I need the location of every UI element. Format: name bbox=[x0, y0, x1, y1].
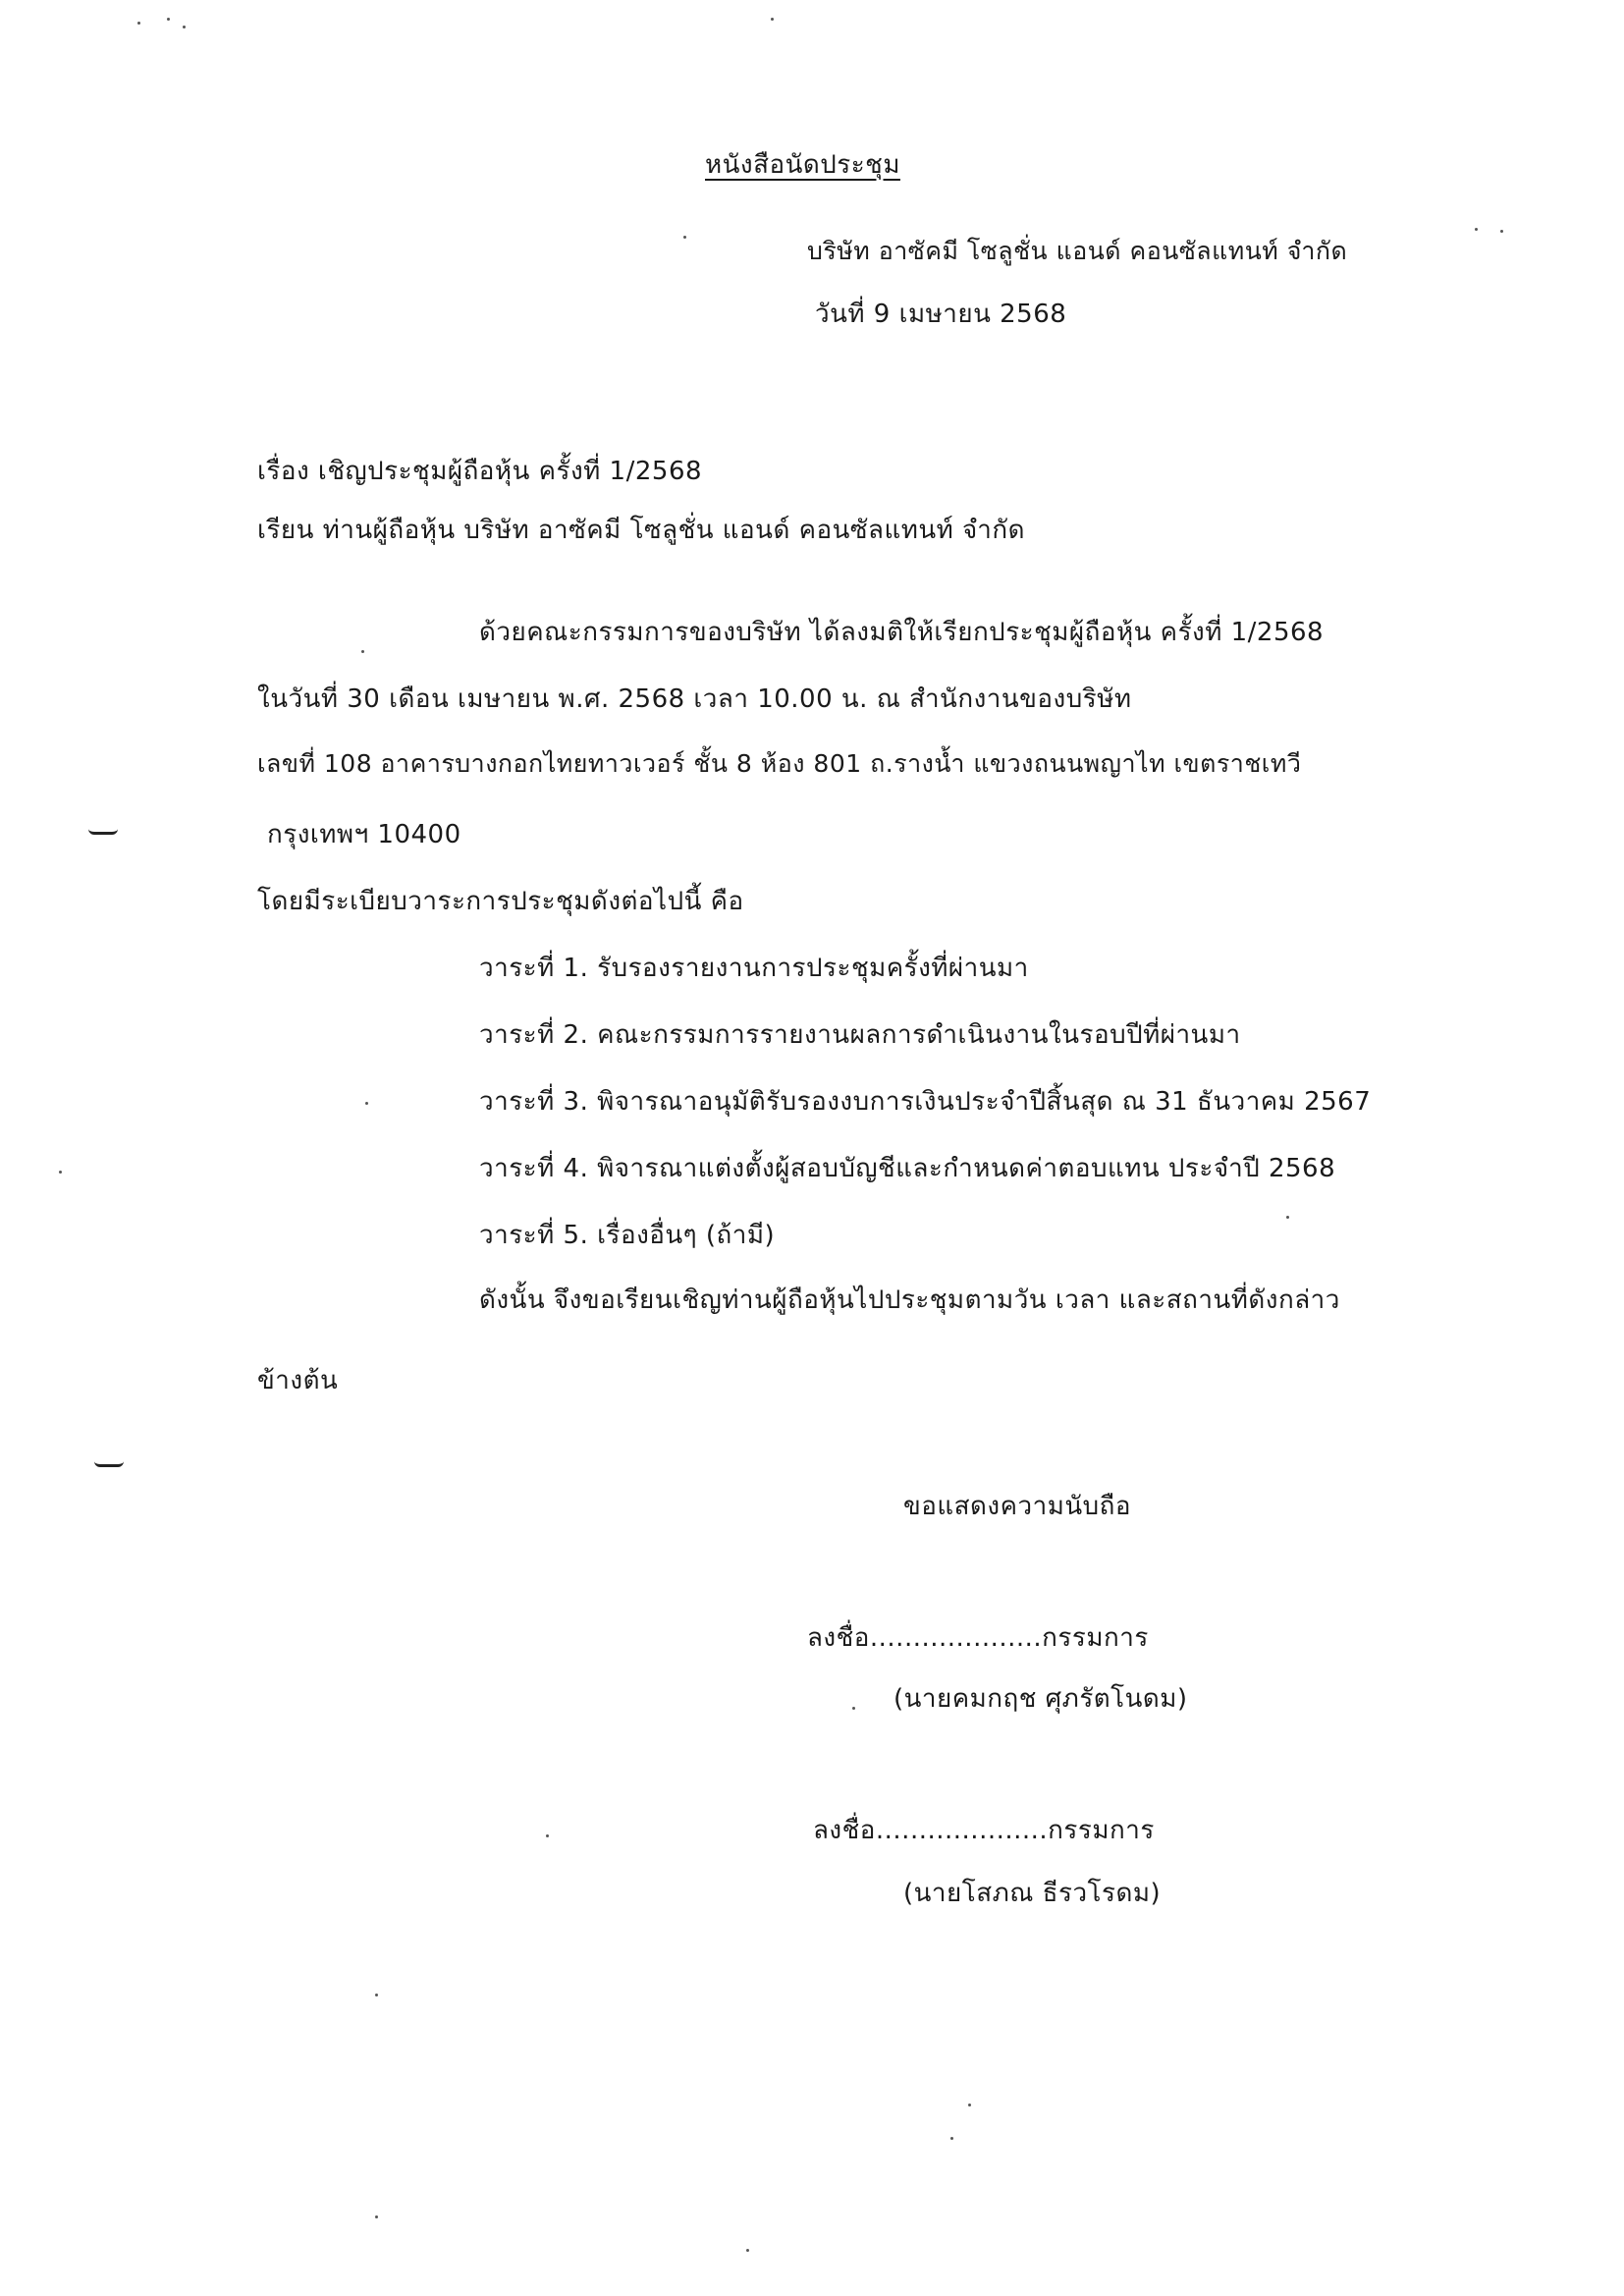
scan-speck bbox=[365, 1102, 368, 1105]
body-paragraph-line-2: ในวันที่ 30 เดือน เมษายน พ.ศ. 2568 เวลา 10.00 น. ณ สำนักงานของบริษัท bbox=[257, 684, 1132, 714]
scan-speck bbox=[950, 2137, 953, 2140]
regards-line: ขอแสดงความนับถือ bbox=[903, 1492, 1131, 1521]
document-title: หนังสือนัดประชุม bbox=[705, 150, 900, 180]
agenda-item-2: วาระที่ 2. คณะกรรมการรายงานผลการดำเนินงานในรอบปีที่ผ่านมา bbox=[479, 1020, 1241, 1050]
scan-mark bbox=[94, 1461, 124, 1467]
scan-speck bbox=[1475, 228, 1478, 231]
body-paragraph-line-3: เลขที่ 108 อาคารบางกอกไทยทาวเวอร์ ชั้น 8 ห้อง 801 ถ.รางน้ำ แขวงถนนพญาไท เขตราชเทวี bbox=[257, 749, 1302, 778]
subject-line: เรื่อง เชิญประชุมผู้ถือหุ้น ครั้งที่ 1/2568 bbox=[257, 457, 703, 486]
date-line: วันที่ 9 เมษายน 2568 bbox=[815, 300, 1067, 329]
scan-speck bbox=[183, 26, 186, 28]
agenda-item-3: วาระที่ 3. พิจารณาอนุมัติรับรองงบการเงินประจำปีสิ้นสุด ณ 31 ธันวาคม 2567 bbox=[479, 1087, 1372, 1117]
agenda-item-5: วาระที่ 5. เรื่องอื่นๆ (ถ้ามี) bbox=[479, 1221, 776, 1250]
scan-speck bbox=[375, 1994, 378, 1996]
signatory-name-2: (นายโสภณ ธีรวโรดม) bbox=[903, 1879, 1162, 1908]
scan-speck bbox=[852, 1707, 855, 1710]
signature-line-2: ลงชื่อ....................กรรมการ bbox=[813, 1816, 1155, 1845]
recipient-line: เรียน ท่านผู้ถือหุ้น บริษัท อาซัคมี โซลูชั่น แอนด์ คอนซัลแทนท์ จำกัด bbox=[257, 516, 1025, 545]
scan-speck bbox=[746, 2249, 749, 2252]
scan-speck bbox=[1286, 1216, 1289, 1219]
scan-speck bbox=[968, 2104, 971, 2106]
scan-speck bbox=[683, 236, 686, 239]
scan-speck bbox=[1500, 230, 1503, 233]
closing-line-2: ข้างต้น bbox=[257, 1366, 339, 1395]
body-paragraph-line-4: กรุงเทพฯ 10400 bbox=[267, 820, 461, 849]
scan-speck bbox=[546, 1834, 549, 1837]
signature-line-1: ลงชื่อ....................กรรมการ bbox=[807, 1623, 1149, 1653]
closing-line-1: ดังนั้น จึงขอเรียนเชิญท่านผู้ถือหุ้นไปประชุมตามวัน เวลา และสถานที่ดังกล่าว bbox=[479, 1285, 1340, 1315]
scan-speck bbox=[771, 18, 774, 21]
company-header: บริษัท อาซัคมี โซลูชั่น แอนด์ คอนซัลแทนท์ จำกัด bbox=[807, 237, 1348, 265]
signatory-name-1: (นายคมกฤช ศุภรัตโนดม) bbox=[893, 1684, 1188, 1714]
body-paragraph-line-1: ด้วยคณะกรรมการของบริษัท ได้ลงมติให้เรียกประชุมผู้ถือหุ้น ครั้งที่ 1/2568 bbox=[479, 618, 1325, 647]
scan-speck bbox=[361, 650, 364, 653]
agenda-item-4: วาระที่ 4. พิจารณาแต่งตั้งผู้สอบบัญชีและกำหนดค่าตอบแทน ประจำปี 2568 bbox=[479, 1154, 1336, 1183]
scan-speck bbox=[59, 1171, 62, 1174]
scan-speck bbox=[167, 18, 170, 21]
scan-speck bbox=[137, 22, 140, 25]
agenda-intro: โดยมีระเบียบวาระการประชุมดังต่อไปนี้ คือ bbox=[257, 887, 744, 916]
agenda-item-1: วาระที่ 1. รับรองรายงานการประชุมครั้งที่ผ่านมา bbox=[479, 954, 1029, 983]
scan-mark bbox=[88, 829, 118, 835]
scan-speck bbox=[375, 2215, 378, 2218]
